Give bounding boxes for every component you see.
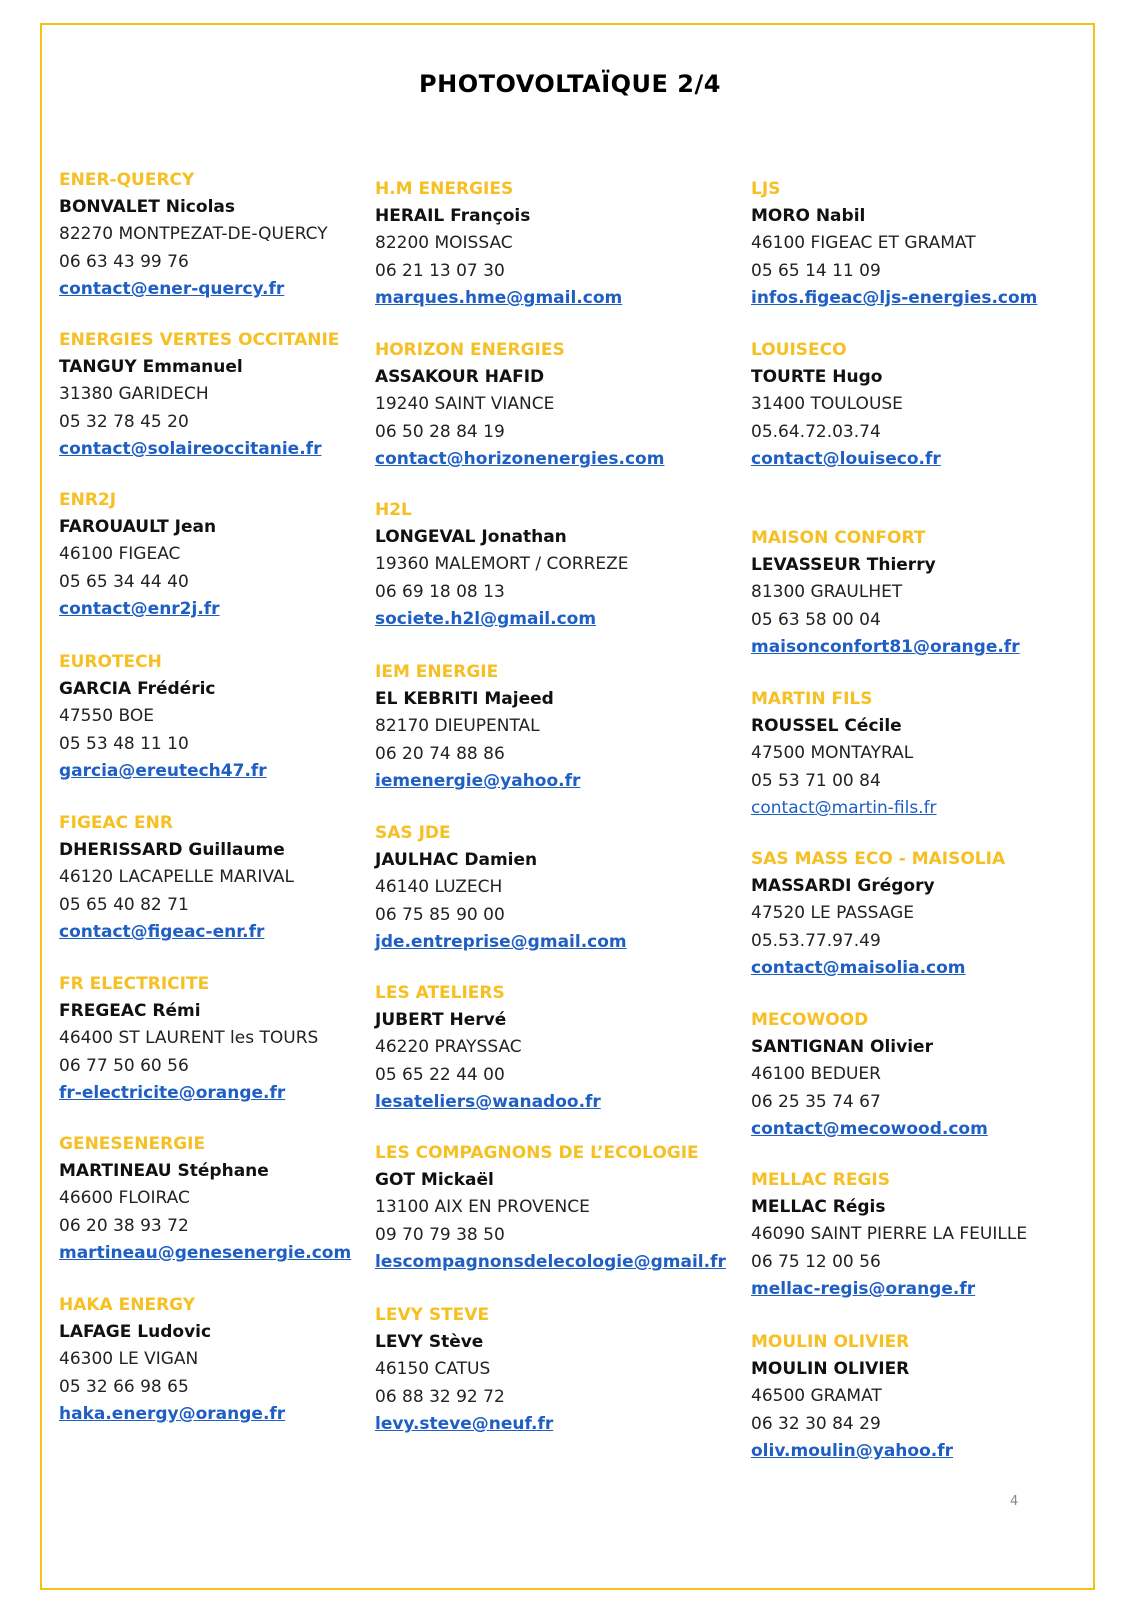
email-link[interactable]: contact@martin-fils.fr (751, 798, 937, 818)
phone-number: 06 21 13 07 30 (375, 260, 505, 281)
address: 81300 GRAULHET (751, 582, 903, 602)
company-name: ENERGIES VERTES OCCITANIE (59, 330, 340, 350)
address: 47500 MONTAYRAL (751, 743, 914, 763)
email-link[interactable]: martineau@genesenergie.com (59, 1243, 352, 1263)
company-name: HAKA ENERGY (59, 1295, 196, 1315)
email-link[interactable]: contact@maisolia.com (751, 958, 966, 978)
contact-name: LEVASSEUR Thierry (751, 555, 936, 575)
address: 31400 TOULOUSE (751, 394, 903, 414)
company-name: MECOWOOD (751, 1010, 869, 1030)
email-link[interactable]: contact@horizonenergies.com (375, 449, 665, 469)
email-link[interactable]: marques.hme@gmail.com (375, 288, 623, 308)
address: 47520 LE PASSAGE (751, 903, 915, 923)
directory-entry (751, 846, 1121, 983)
contact-name: TANGUY Emmanuel (59, 357, 243, 377)
company-name: LEVY STEVE (375, 1305, 490, 1325)
address: 46600 FLOIRAC (59, 1188, 190, 1208)
email-link[interactable]: contact@enr2j.fr (59, 599, 220, 619)
directory-entry (751, 337, 1121, 474)
email-link[interactable]: maisonconfort81@orange.fr (751, 637, 1020, 657)
company-name: ENR2J (59, 490, 117, 510)
phone-number: 05 65 34 44 40 (59, 571, 189, 592)
directory-entry (751, 686, 1121, 823)
email-link[interactable]: contact@figeac-enr.fr (59, 922, 265, 942)
email-link[interactable]: jde.entreprise@gmail.com (375, 932, 627, 952)
contact-name: MARTINEAU Stéphane (59, 1161, 269, 1181)
contact-name: JUBERT Hervé (375, 1010, 507, 1030)
address: 82170 DIEUPENTAL (375, 716, 540, 736)
email-link[interactable]: infos.figeac@ljs-energies.com (751, 288, 1038, 308)
contact-name: GOT Mickaël (375, 1170, 494, 1190)
phone-number: 05 65 14 11 09 (751, 260, 881, 281)
email-link[interactable]: fr-electricite@orange.fr (59, 1083, 286, 1103)
directory-entry (375, 1302, 745, 1439)
contact-name: MOULIN OLIVIER (751, 1359, 910, 1379)
email-link[interactable]: iemenergie@yahoo.fr (375, 771, 581, 791)
contact-name: SANTIGNAN Olivier (751, 1037, 933, 1057)
directory-entry (375, 497, 745, 634)
address: 46300 LE VIGAN (59, 1349, 199, 1369)
directory-entry (59, 810, 429, 947)
address: 31380 GARIDECH (59, 384, 209, 404)
company-name: MAISON CONFORT (751, 528, 926, 548)
contact-name: BONVALET Nicolas (59, 197, 235, 217)
directory-entry (59, 971, 429, 1108)
email-link[interactable]: levy.steve@neuf.fr (375, 1414, 554, 1434)
contact-name: ROUSSEL Cécile (751, 716, 902, 736)
company-name: H.M ENERGIES (375, 179, 514, 199)
phone-number: 06 50 28 84 19 (375, 421, 505, 442)
phone-number: 05.64.72.03.74 (751, 421, 881, 442)
phone-number: 09 70 79 38 50 (375, 1224, 505, 1245)
contact-name: GARCIA Frédéric (59, 679, 216, 699)
address: 19360 MALEMORT / CORREZE (375, 554, 629, 574)
contact-name: TOURTE Hugo (751, 367, 883, 387)
phone-number: 05 53 71 00 84 (751, 770, 881, 791)
page-number: 4 (1010, 1494, 1019, 1509)
phone-number: 06 25 35 74 67 (751, 1091, 881, 1112)
directory-entry (59, 487, 429, 624)
address: 46100 FIGEAC ET GRAMAT (751, 233, 976, 253)
contact-name: JAULHAC Damien (375, 850, 538, 870)
address: 46400 ST LAURENT les TOURS (59, 1028, 319, 1048)
directory-entry (375, 820, 745, 957)
contact-name: DHERISSARD Guillaume (59, 840, 285, 860)
company-name: ENER-QUERCY (59, 170, 195, 190)
phone-number: 06 69 18 08 13 (375, 581, 505, 602)
contact-name: ASSAKOUR HAFID (375, 367, 545, 387)
email-link[interactable]: contact@mecowood.com (751, 1119, 988, 1139)
directory-entry (375, 980, 745, 1117)
phone-number: 05 32 78 45 20 (59, 411, 189, 432)
directory-entry (59, 167, 429, 304)
contact-name: FAROUAULT Jean (59, 517, 217, 537)
directory-entry (59, 1131, 429, 1268)
email-link[interactable]: lescompagnonsdelecologie@gmail.fr (375, 1252, 726, 1272)
email-link[interactable]: haka.energy@orange.fr (59, 1404, 286, 1424)
address: 46120 LACAPELLE MARIVAL (59, 867, 295, 887)
directory-entry (375, 337, 745, 474)
company-name: LES COMPAGNONS DE L’ECOLOGIE (375, 1143, 699, 1163)
address: 46100 FIGEAC (59, 544, 181, 564)
company-name: LJS (751, 179, 781, 199)
company-name: LES ATELIERS (375, 983, 505, 1003)
company-name: SAS MASS ECO - MAISOLIA (751, 849, 1006, 869)
company-name: HORIZON ENERGIES (375, 340, 565, 360)
company-name: EUROTECH (59, 652, 162, 672)
phone-number: 05 65 22 44 00 (375, 1064, 505, 1085)
company-name: IEM ENERGIE (375, 662, 499, 682)
directory-entry (751, 1007, 1121, 1144)
phone-number: 06 32 30 84 29 (751, 1413, 881, 1434)
company-name: MELLAC REGIS (751, 1170, 890, 1190)
phone-number: 06 75 12 00 56 (751, 1251, 881, 1272)
address: 82200 MOISSAC (375, 233, 513, 253)
phone-number: 06 20 38 93 72 (59, 1215, 189, 1236)
contact-name: LEVY Stève (375, 1332, 484, 1352)
address: 46220 PRAYSSAC (375, 1037, 522, 1057)
company-name: SAS JDE (375, 823, 451, 843)
address: 46100 BEDUER (751, 1064, 881, 1084)
phone-number: 05 32 66 98 65 (59, 1376, 189, 1397)
email-link[interactable]: contact@louiseco.fr (751, 449, 941, 469)
contact-name: LAFAGE Ludovic (59, 1322, 212, 1342)
company-name: FIGEAC ENR (59, 813, 173, 833)
directory-entry (751, 525, 1121, 662)
contact-name: MELLAC Régis (751, 1197, 886, 1217)
contact-name: HERAIL François (375, 206, 531, 226)
address: 19240 SAINT VIANCE (375, 394, 555, 414)
email-link[interactable]: oliv.moulin@yahoo.fr (751, 1441, 953, 1461)
phone-number: 06 88 32 92 72 (375, 1386, 505, 1407)
email-link[interactable]: societe.h2l@gmail.com (375, 609, 597, 629)
company-name: H2L (375, 500, 412, 520)
phone-number: 05 53 48 11 10 (59, 733, 189, 754)
address: 46090 SAINT PIERRE LA FEUILLE (751, 1224, 1028, 1244)
address: 82270 MONTPEZAT-DE-QUERCY (59, 224, 328, 244)
address: 46150 CATUS (375, 1359, 491, 1379)
email-link[interactable]: mellac-regis@orange.fr (751, 1279, 976, 1299)
address: 13100 AIX EN PROVENCE (375, 1197, 590, 1217)
address: 46140 LUZECH (375, 877, 503, 897)
phone-number: 05 63 58 00 04 (751, 609, 881, 630)
directory-entry (751, 176, 1121, 313)
contact-name: MASSARDI Grégory (751, 876, 935, 896)
phone-number: 06 77 50 60 56 (59, 1055, 189, 1076)
email-link[interactable]: garcia@ereutech47.fr (59, 761, 267, 781)
directory-entry (375, 1140, 745, 1277)
contact-name: EL KEBRITI Majeed (375, 689, 554, 709)
email-link[interactable]: contact@ener-quercy.fr (59, 279, 285, 299)
phone-number: 05 65 40 82 71 (59, 894, 189, 915)
address: 47550 BOE (59, 706, 154, 726)
contact-name: LONGEVAL Jonathan (375, 527, 567, 547)
company-name: FR ELECTRICITE (59, 974, 210, 994)
company-name: GENESENERGIE (59, 1134, 206, 1154)
directory-entry (375, 176, 745, 313)
directory-entry (375, 659, 745, 796)
phone-number: 06 20 74 88 86 (375, 743, 505, 764)
page-title: PHOTOVOLTAÏQUE 2/4 (419, 70, 721, 98)
address: 46500 GRAMAT (751, 1386, 882, 1406)
directory-entry (751, 1167, 1121, 1304)
directory-entry (59, 649, 429, 786)
phone-number: 06 75 85 90 00 (375, 904, 505, 925)
directory-entry (751, 1329, 1121, 1466)
directory-entry (59, 1292, 429, 1429)
email-link[interactable]: contact@solaireoccitanie.fr (59, 439, 322, 459)
email-link[interactable]: lesateliers@wanadoo.fr (375, 1092, 601, 1112)
phone-number: 05.53.77.97.49 (751, 930, 881, 951)
contact-name: MORO Nabil (751, 206, 866, 226)
company-name: LOUISECO (751, 340, 847, 360)
company-name: MOULIN OLIVIER (751, 1332, 910, 1352)
company-name: MARTIN FILS (751, 689, 873, 709)
directory-entry (59, 327, 429, 464)
phone-number: 06 63 43 99 76 (59, 251, 189, 272)
contact-name: FREGEAC Rémi (59, 1001, 201, 1021)
